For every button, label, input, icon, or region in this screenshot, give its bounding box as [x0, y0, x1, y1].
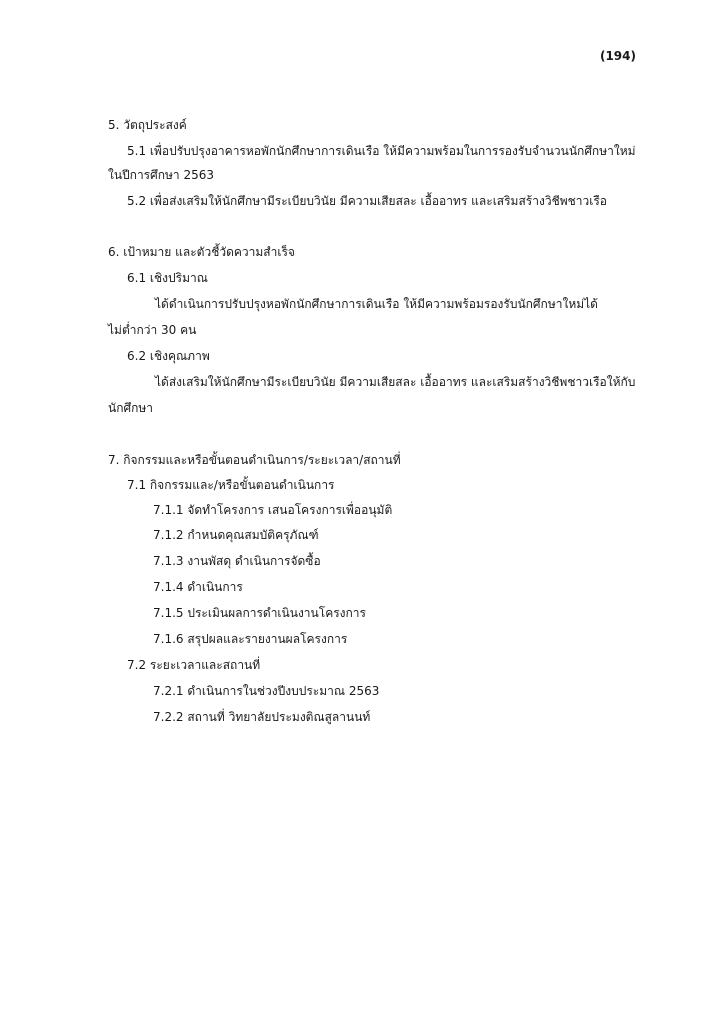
step-item: 7.1.6 สรุปผลและรายงานผลโครงการ	[153, 632, 348, 646]
section-6-heading: 6. เป้าหมาย และตัวชี้วัดความสำเร็จ	[108, 245, 295, 259]
step-item: 7.1.2 กำหนดคุณสมบัติครุภัณฑ์	[153, 528, 319, 542]
qualitative-heading: 6.2 เชิงคุณภาพ	[127, 349, 210, 363]
page-number: (194)	[599, 49, 636, 63]
quantitative-line-1: ได้ดำเนินการปรับปรุงหอพักนักศึกษาการเดินเรือ ให้มีความพร้อมรองรับนักศึกษาใหม่ได้	[155, 297, 598, 311]
time-place-item: 7.2.2 สถานที่ วิทยาลัยประมงติณสูลานนท์	[153, 710, 371, 724]
step-item: 7.1.4 ดำเนินการ	[153, 580, 243, 594]
step-item: 7.1.3 งานพัสดุ ดำเนินการจัดซื้อ	[153, 554, 321, 568]
steps-heading: 7.1 กิจกรรมและ/หรือขั้นตอนดำเนินการ	[127, 478, 335, 492]
time-place-heading: 7.2 ระยะเวลาและสถานที่	[127, 658, 261, 672]
quantitative-line-2: ไม่ต่ำกว่า 30 คน	[108, 323, 197, 337]
objective-5-1-line-2: ในปีการศึกษา 2563	[108, 168, 215, 182]
qualitative-line-2: นักศึกษา	[108, 401, 153, 415]
time-place-item: 7.2.1 ดำเนินการในช่วงปีงบประมาณ 2563	[153, 684, 380, 698]
step-item: 7.1.5 ประเมินผลการดำเนินงานโครงการ	[153, 606, 366, 620]
objective-5-1-line-1: 5.1 เพื่อปรับปรุงอาคารหอพักนักศึกษาการเดินเรือ ให้มีความพร้อมในการรองรับจำนวนนักศึกษาใหม่	[127, 144, 636, 158]
step-item: 7.1.1 จัดทำโครงการ เสนอโครงการเพื่ออนุมัติ	[153, 503, 393, 517]
section-7-heading: 7. กิจกรรมและหรือขั้นตอนดำเนินการ/ระยะเวลา/สถานที่	[108, 453, 401, 467]
objective-5-2: 5.2 เพื่อส่งเสริมให้นักศึกษามีระเบียบวินัย มีความเสียสละ เอื้ออาทร และเสริมสร้างวิชีพชาวเรือ	[127, 194, 608, 208]
quantitative-heading: 6.1 เชิงปริมาณ	[127, 271, 208, 285]
qualitative-line-1: ได้ส่งเสริมให้นักศึกษามีระเบียบวินัย มีความเสียสละ เอื้ออาทร และเสริมสร้างวิชีพชาวเรือให้กับ	[155, 375, 636, 389]
section-5-heading: 5. วัตถุประสงค์	[108, 118, 187, 132]
